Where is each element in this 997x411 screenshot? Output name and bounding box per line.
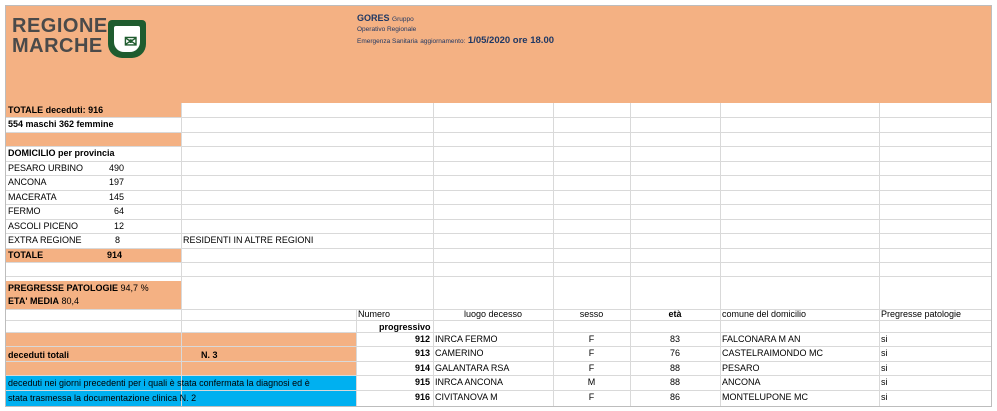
extra-regione-label: EXTRA REGIONE [8,235,82,245]
blue-note-line2: stata trasmessa la documentazione clinica N. 2 [8,393,197,403]
province-value: 490 [108,163,124,173]
blue-note-line1: deceduti nei giorni precedenti per i quali è stata confermata la diagnosi ed è [8,378,310,388]
col-header-pregresse: Pregresse patologie [881,309,962,319]
extra-regione-note: RESIDENTI IN ALTRE REGIONI [183,235,314,245]
row-comune: PESARO [722,363,760,373]
province-name: ANCONA [8,177,47,187]
col-header-sesso: sesso [579,309,604,319]
deceduti-totali-label: deceduti totali [8,350,70,360]
row-pregresse: si [881,392,888,402]
row-sesso: F [588,392,595,402]
row-numero: 916 [414,392,430,402]
province-value: 197 [108,177,124,187]
totale-label: TOTALE [8,250,44,260]
province-name: ASCOLI PICENO [8,221,79,231]
row-luogo: INRCA FERMO [435,334,498,344]
spreadsheet [5,5,992,407]
gores-heading [357,13,554,47]
col-header-comune: comune del domicilio [722,309,807,319]
row-numero: 912 [414,334,430,344]
col-header-progressivo: progressivo [379,322,431,332]
row-eta: 76 [669,348,680,358]
col-header-luogo: luogo decesso [463,309,523,319]
province-name: FERMO [8,206,41,216]
header-band [6,6,991,103]
gores-line2: Operativo Regionale [357,26,417,33]
row-sesso: F [588,363,595,373]
deceduti-totali-value: N. 3 [201,350,218,360]
province-value: 145 [108,192,124,202]
col-header-eta: età [668,309,682,319]
row-pregresse: si [881,334,888,344]
row-numero: 913 [414,348,430,358]
eta-label: ETA' MEDIA [8,296,59,306]
totale-deceduti: TOTALE deceduti: 916 [8,105,104,115]
extra-regione-value: 8 [114,235,120,245]
row-eta: 86 [669,392,680,402]
logo-text: REGIONE MARCHE [12,15,108,57]
row-numero: 915 [414,377,430,387]
row-sesso: M [587,377,596,387]
row-comune: CASTELRAIMONDO MC [722,348,824,358]
totale-value: 914 [106,250,122,260]
row-comune: MONTELUPONE MC [722,392,809,402]
gores-subtitle: Gruppo [392,16,414,23]
col-header-numero: Numero [358,309,391,319]
row-luogo: INRCA ANCONA [435,377,504,387]
update-label: aggiornamento: [420,38,466,45]
row-pregresse: si [881,377,888,387]
province-name: PESARO URBINO [8,163,84,173]
row-sesso: F [588,334,595,344]
gender-breakdown: 554 maschi 362 femmine [8,119,114,129]
row-numero: 914 [414,363,430,373]
province-value: 64 [113,206,124,216]
row-pregresse: si [881,348,888,358]
pregresse-label: PREGRESSE PATOLOGIE [8,283,119,293]
row-eta: 83 [669,334,680,344]
row-luogo: CAMERINO [435,348,484,358]
pregresse-value: 94,7 % [120,283,149,293]
regione-marche-logo [12,16,162,66]
row-luogo: CIVITANOVA M [435,392,498,402]
shield-icon: ✉ [108,20,146,58]
update-value: 1/05/2020 ore 18.00 [467,35,555,46]
row-sesso: F [588,348,595,358]
domicilio-title: DOMICILIO per provincia [8,148,115,158]
gores-line3: Emergenza Sanitaria [357,38,418,45]
row-eta: 88 [669,363,680,373]
row-pregresse: si [881,363,888,373]
province-name: MACERATA [8,192,57,202]
row-comune: FALCONARA M AN [722,334,801,344]
eta-value: 80,4 [61,296,80,306]
gores-title: GORES [357,13,390,23]
row-comune: ANCONA [722,377,761,387]
row-eta: 88 [669,377,680,387]
province-value: 12 [113,221,124,231]
row-luogo: GALANTARA RSA [435,363,510,373]
